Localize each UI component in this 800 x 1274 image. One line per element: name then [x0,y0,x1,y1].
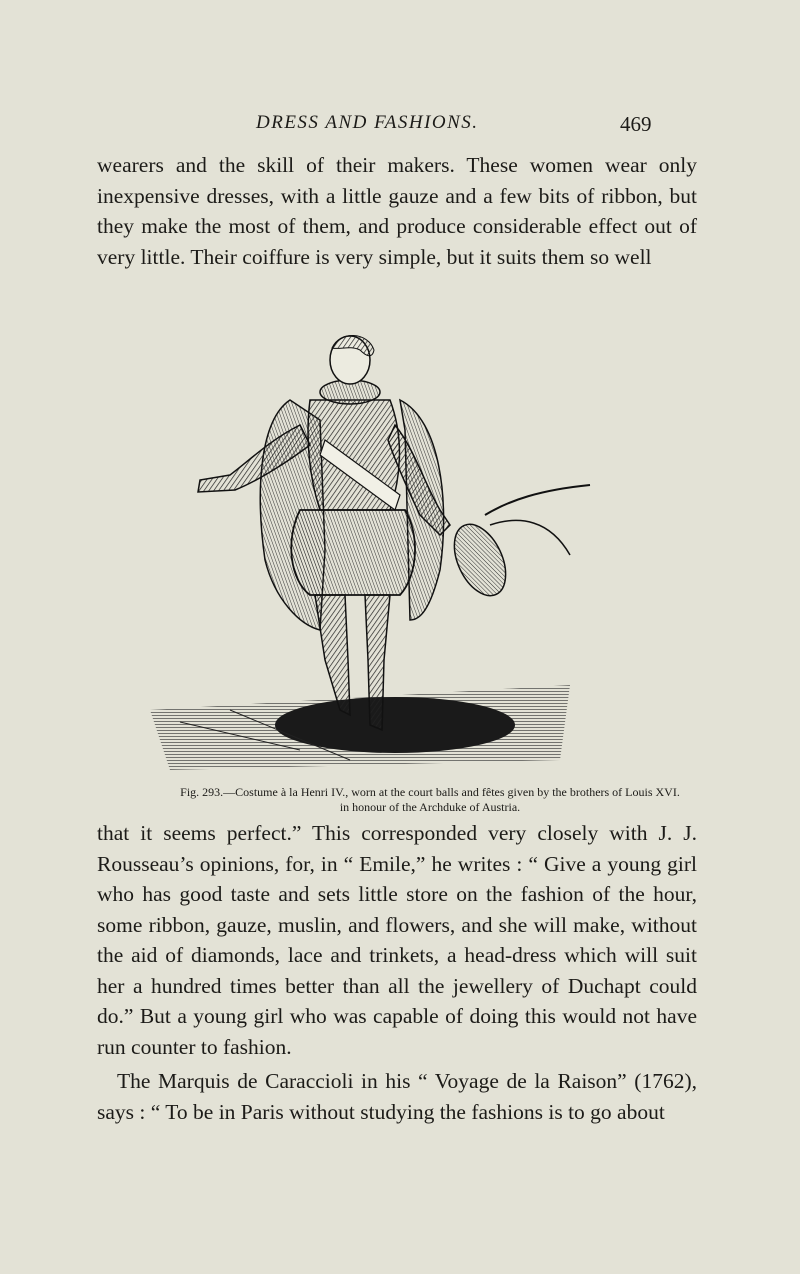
running-title: DRESS AND FASHIONS. [256,112,479,133]
trunk-hose [291,510,415,595]
caption-line-1: Fig. 293.—Costume à la Henri IV., worn at the court balls and fêtes given by the brothers of Louis XVI. [180,785,680,799]
figure-caption [140,785,720,815]
costume-illustration [150,330,600,775]
page-number: 469 [620,112,652,136]
paragraph-2: that it seems perfect.” This corresponded very closely with J. J. Rousseau’s opinions, for, in “ Emile,” he writes : “ Give a young girl who has good taste and sets little store on the fashion of the hour, some ribbon, gauze, muslin, and flowers, and she will make, without the aid of diamonds, lace and trinkets, a head-dress which will suit her a hundred times better than all the jewellery of Duchapt could do.” But a young girl who was capable of doing this would not have run counter to fashion. [97,821,697,1059]
paragraph-1: wearers and the skill of their makers. These women wear only inexpensive dresses, with a little gauze and a few bits of ribbon, but they make the most of them, and produce considerable effect out of very little. Their coiffure is very simple, but it suits them so well [97,153,697,269]
paragraph-3: The Marquis de Caraccioli in his “ Voyage de la Raison” (1762), says : “ To be in Paris without studying the fashions is to go about [97,1069,697,1124]
floor-shading [150,685,570,770]
caption-line-2: in honour of the Archduke of Austria. [339,800,521,814]
plumed-hat [444,516,516,603]
